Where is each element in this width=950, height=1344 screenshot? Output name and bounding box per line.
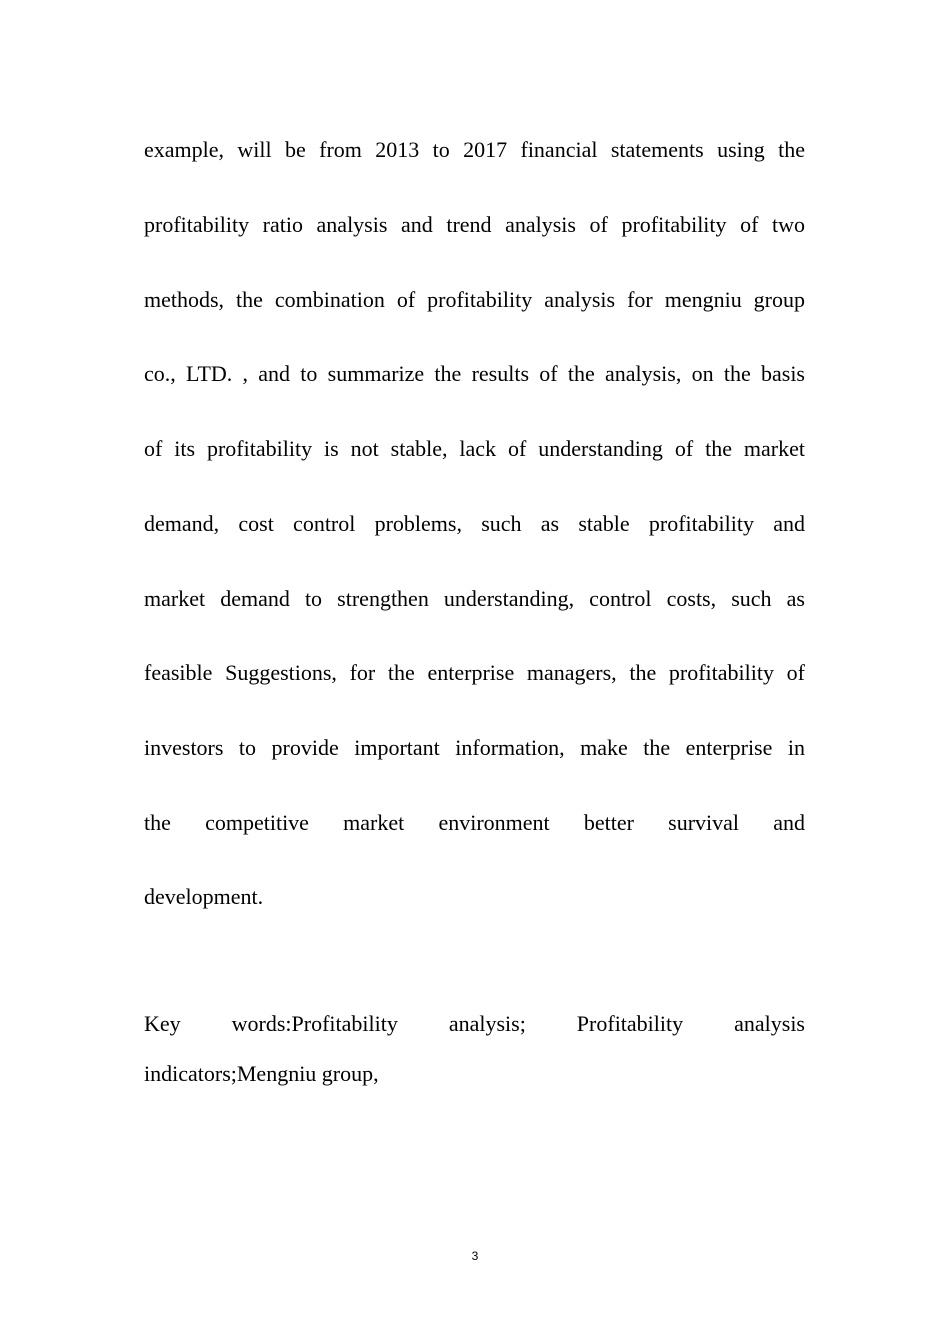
page-number: 3: [471, 1249, 479, 1263]
body-line: market demand to strengthen understanding, control costs, such as: [144, 586, 805, 611]
body-line: of its profitability is not stable, lack of understanding of the market: [144, 436, 805, 461]
body-line: feasible Suggestions, for the enterprise managers, the profitability of: [144, 660, 805, 685]
body-line: profitability ratio analysis and trend analysis of profitability of two: [144, 212, 805, 237]
body-line: example, will be from 2013 to 2017 financial statements using the: [144, 137, 805, 162]
body-line: investors to provide important information, make the enterprise in: [144, 735, 805, 760]
body-line: methods, the combination of profitability analysis for mengniu group: [144, 287, 805, 312]
body-line: co., LTD. , and to summarize the results of the analysis, on the basis: [144, 361, 805, 386]
body-line: the competitive market environment better survival and: [144, 810, 805, 835]
body-line-last: development.: [144, 884, 264, 909]
body-line: demand, cost control problems, such as stable profitability and: [144, 511, 805, 536]
keywords-line: Key words:Profitability analysis; Profitability analysis: [144, 1011, 805, 1036]
keywords-line-last: indicators;Mengniu group,: [144, 1061, 379, 1086]
